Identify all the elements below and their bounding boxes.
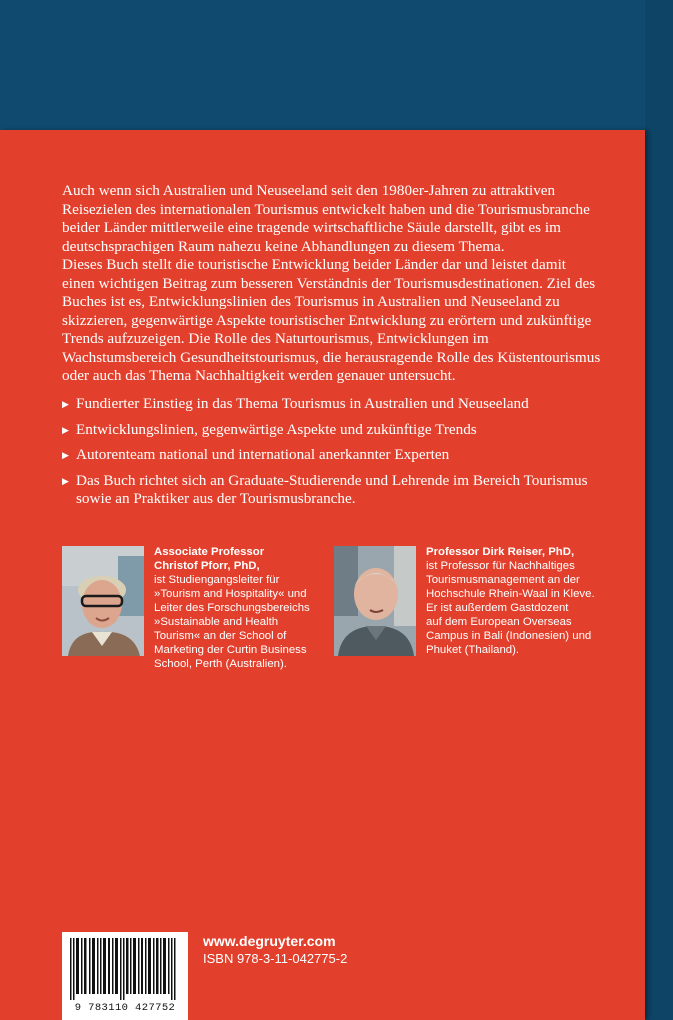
portrait-image [334, 546, 416, 656]
author-bio-line: School, Perth (Australien). [154, 658, 287, 670]
author-photo-pforr [62, 546, 144, 656]
author-photo-reiser [334, 546, 416, 656]
author-bio-line: auf dem European Overseas [426, 616, 572, 628]
author-bio-line: Phuket (Thailand). [426, 644, 520, 656]
author-bio-line: Marketing der Curtin Business [154, 644, 307, 656]
bullet-triangle-icon: ▶ [62, 475, 69, 486]
blurb-paragraph-1: Auch wenn sich Australien und Neuseeland seit den 1980er-Jahren zu attraktiven Reisezielen des internationalen Tourismus entwickelt haben und die Tourismusbranche beider Länder mittlerweile eine tragende wirtschaftliche Säule darstellt, gibt es im deutschsprachigen Raum nahezu keine Abhandlungen zu diesem Thema. [62, 182, 590, 255]
bullet-triangle-icon: ▶ [62, 450, 69, 460]
barcode [62, 932, 188, 1020]
barcode-digits: 9 783110 427752 [74, 1002, 176, 1014]
blurb-text [62, 182, 602, 386]
author-block-reiser [426, 545, 606, 657]
bullet-triangle-icon: ▶ [62, 424, 69, 435]
blurb-paragraph-2: Dieses Buch stellt die touristische Entwicklung beider Länder dar und leistet damit einen wichtigen Beitrag zum besseren Verständnis der Tourismusdestinationen. Ziel des Buches ist es, Entwicklungslinien des Tourismus in Australien und Neuseeland zu skizzieren, gegenwärtige Aspekte touristischer Entwicklung zu erörtern und zukünftige Trends aufzuzeigen. Die Rolle des Naturtourismus, Entwicklungen im Wachstumsbereich Gesundheitstourismus, die herausragende Rolle des Küstentourismus oder auch das Thema Nachhaltigkeit werden genauer untersucht. [62, 256, 601, 384]
list-item: ▶ Das Buch richtet sich an Graduate-Studierende und Lehrende im Bereich Tourismus sowie an Praktiker aus der Tourismusbranche. [62, 471, 588, 507]
author-bio-line: ist Studiengangsleiter für [154, 574, 280, 586]
list-item: ▶ Entwicklungslinien, gegenwärtige Aspekte und zukünftige Trends [62, 420, 477, 438]
barcode-bars [62, 932, 188, 1002]
author-block-pforr [154, 545, 324, 671]
author-name-line-1: Associate Professor [154, 546, 265, 558]
list-item: ▶ Fundierter Einstieg in das Thema Tourismus in Australien und Neuseeland [62, 395, 529, 412]
author-bio-line: Campus in Bali (Indonesien) und [426, 630, 592, 642]
author-bio-line: Leiter des Forschungsbereichs [154, 602, 310, 614]
top-band [0, 0, 673, 130]
bullet-triangle-icon: ▶ [62, 399, 69, 409]
spine-edge [645, 0, 673, 1020]
author-name-line-1: Professor Dirk Reiser, PhD, [426, 546, 575, 558]
author-bio-line: »Tourism and Hospitality« und [154, 588, 307, 600]
publisher-website: www.degruyter.com [203, 933, 336, 949]
isbn-number: ISBN 978-3-11-042775-2 [203, 951, 348, 966]
author-bio-line: Er ist außerdem Gastdozent [426, 602, 569, 614]
author-bio-line: ist Professor für Nachhaltiges [426, 560, 575, 572]
author-bio-line: Tourism« an der School of [154, 630, 287, 642]
portrait-image [62, 546, 144, 656]
feature-list [62, 395, 607, 516]
author-bio-line: Tourismusmanagement an der [426, 574, 580, 586]
author-bio-line: Hochschule Rhein-Waal in Kleve. [426, 588, 595, 600]
author-name-line-2: Christof Pforr, PhD, [154, 560, 260, 572]
author-bio-line: »Sustainable and Health [154, 616, 279, 628]
list-item: ▶ Autorenteam national und international anerkannter Experten [62, 446, 450, 463]
